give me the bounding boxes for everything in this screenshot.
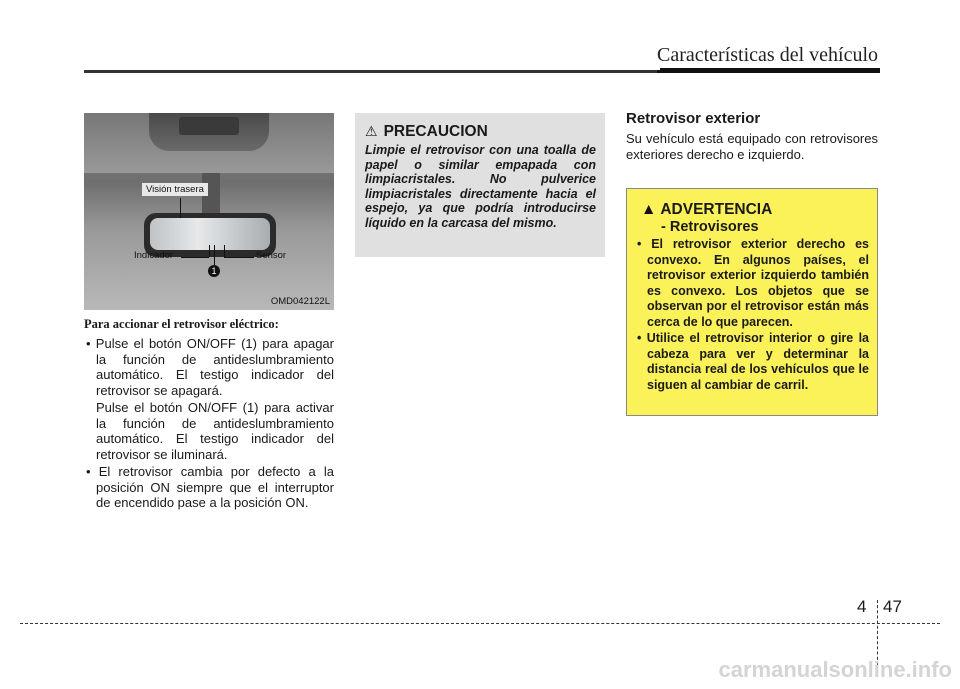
rearview-mirror-figure: [84, 113, 334, 310]
exterior-mirror-body: Su vehículo está equipado con retrovisores exteriores derecho e izquierdo.: [626, 131, 878, 162]
warning-filled-icon: ▲: [641, 201, 657, 218]
figure-label-rear-view: Visión trasera: [142, 183, 208, 196]
watermark: carmanualsonline.info: [718, 657, 952, 682]
footer-rule: [20, 623, 940, 624]
warning-outline-icon: ⚠: [365, 123, 378, 139]
figure-label-sensor: Sensor: [256, 250, 287, 261]
warning-subtitle: - Retrovisores: [661, 219, 759, 235]
warning-item: • Utilice el retrovisor interior o gire la cabeza para ver y determinar la distancia real de los vehículos que le siguen al cambiar de carril.: [637, 331, 869, 392]
warning-title: ADVERTENCIA: [660, 201, 773, 218]
exterior-mirror-heading: Retrovisor exterior: [626, 110, 761, 127]
warning-box: [626, 188, 878, 416]
figure-label-indicator: Indicador: [134, 250, 174, 261]
caution-body: Limpie el retrovisor con una toalla de papel o similar empapada con limpiacristales. No pulverice limpiacristales directamente hacia el espejo, ya que podría introducirse líquido en la carcasa del mismo.: [365, 143, 596, 230]
section-subheading: Para accionar el retrovisor eléctrico:: [84, 317, 279, 331]
warning-list: [633, 237, 869, 394]
chapter-number: 4: [857, 597, 867, 616]
header-rule: [84, 70, 880, 73]
list-item-onoff-continuation: Pulse el botón ON/OFF (1) para activar la función de antideslumbramiento automático. El testigo indicador del retrovisor se iluminará.: [96, 400, 334, 462]
list-item-default: • El retrovisor cambia por defecto a la posición ON siempre que el interruptor de encendido pase a la posición ON.: [86, 464, 334, 510]
left-column: [84, 317, 334, 511]
warning-item: • El retrovisor exterior derecho es convexo. En algunos países, el retrovisor exterior izquierdo también es convexo. Los objetos que se observan por el retrovisor están más cerca de lo que parecen.: [637, 237, 869, 329]
caution-title: PRECAUCION: [383, 123, 488, 140]
figure-map-lamp: [149, 113, 269, 151]
figure-code: OMD042122L: [270, 296, 330, 307]
page-header-title: Características del vehículo: [656, 44, 878, 66]
page-number: 47: [883, 597, 902, 616]
figure-callout-number: 1: [208, 265, 220, 277]
caution-box: [355, 113, 605, 257]
list-item-onoff: • Pulse el botón ON/OFF (1) para apagar la función de antideslumbramiento automático. El testigo indicador del retrovisor se apagará.: [86, 336, 334, 398]
